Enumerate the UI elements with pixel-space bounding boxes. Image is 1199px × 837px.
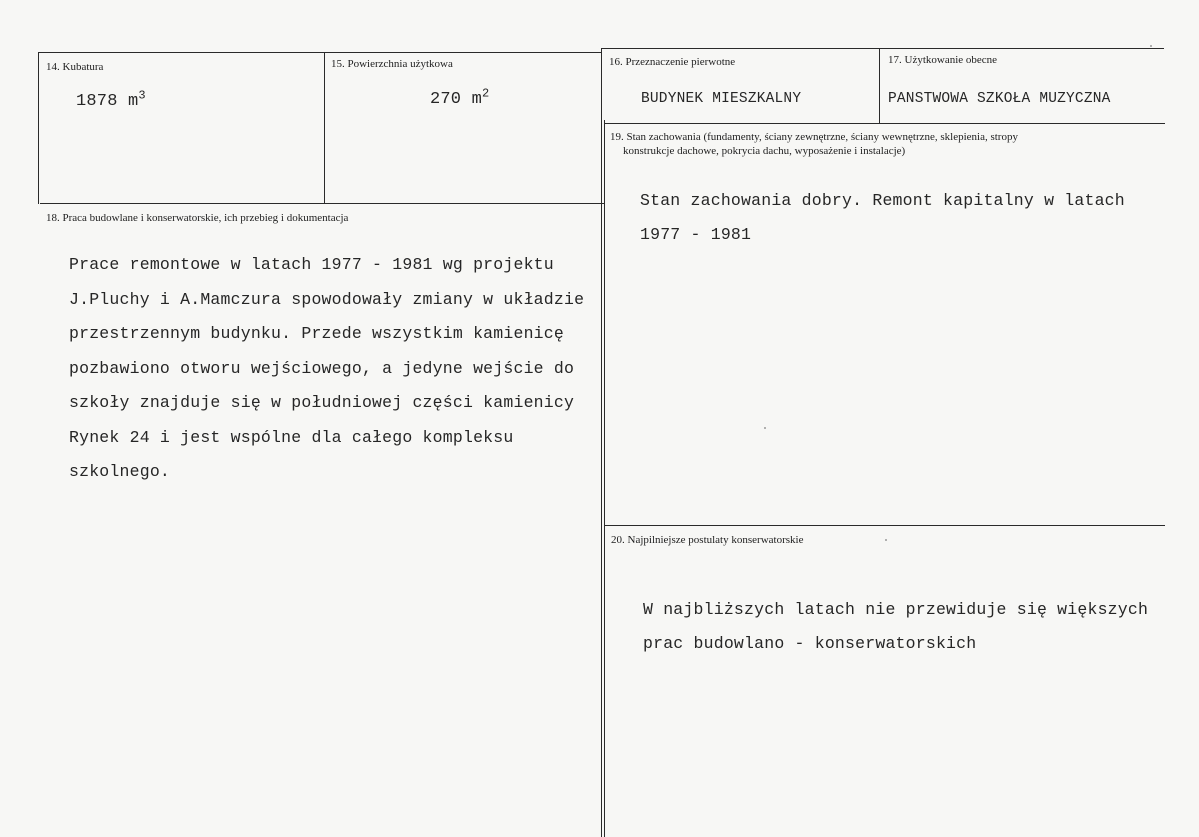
powierzchnia-number: 270 m — [430, 90, 483, 109]
scan-speck — [1150, 45, 1152, 47]
prace-label: 18. Praca budowlane i konserwatorskie, ich przebieg i dokumentacja — [46, 212, 349, 224]
postulaty-line: W najbliższych latach nie przewiduje się większych — [643, 600, 1149, 619]
stan-label-line-1: 19. Stan zachowania (fundamenty, ściany zewnętrzne, ściany wewnętrzne, sklepienia, stropy — [610, 131, 1018, 143]
rule-center-divider — [601, 48, 602, 837]
rule-left-edge — [38, 52, 39, 204]
rule-divider-16-17 — [879, 48, 880, 124]
postulaty-text — [643, 593, 1148, 661]
rule-center-divider-lower — [604, 120, 605, 837]
rule-top-left — [38, 52, 601, 53]
rule-row2-left — [40, 203, 605, 204]
scan-speck — [885, 539, 887, 541]
postulaty-line: prac budowlano - konserwatorskich — [643, 634, 977, 653]
przeznaczenie-value: BUDYNEK MIESZKALNY — [641, 91, 802, 107]
prace-line: Rynek 24 i jest wspólne dla całego kompleksu — [69, 427, 514, 447]
kubatura-exponent: 3 — [138, 88, 146, 103]
stan-text — [640, 184, 1125, 252]
uzytkowanie-label: 17. Użytkowanie obecne — [888, 54, 998, 66]
prace-line: Prace remontowe w latach 1977 - 1981 wg projektu — [69, 255, 554, 274]
powierzchnia-value — [430, 86, 490, 109]
stan-line: Stan zachowania dobry. Remont kapitalny w latach — [640, 191, 1125, 210]
kubatura-value — [76, 88, 146, 111]
prace-line: szkoły znajduje się w południowej części kamienicy — [69, 393, 575, 412]
stan-label-line-2: konstrukcje dachowe, pokrycia dachu, wyposażenie i instalacje) — [623, 145, 906, 157]
rule-top-right — [601, 48, 1164, 49]
postulaty-label: 20. Najpilniejsze postulaty konserwatorskie — [611, 534, 804, 546]
powierzchnia-exponent: 2 — [482, 86, 490, 101]
uzytkowanie-value: PANSTWOWA SZKOŁA MUZYCZNA — [888, 91, 1111, 107]
rule-row3-right — [604, 525, 1165, 526]
stan-line: 1977 - 1981 — [640, 225, 752, 244]
kubatura-label: 14. Kubatura — [46, 61, 104, 73]
kubatura-number: 1878 m — [76, 92, 139, 111]
rule-row2-right — [604, 123, 1165, 124]
prace-line: pozbawiono otworu wejściowego, a jedyne wejście do — [69, 358, 575, 378]
prace-line: szkolnego. — [69, 462, 171, 481]
rule-divider-14-15 — [324, 52, 325, 204]
scan-speck — [764, 427, 766, 429]
prace-text — [69, 248, 584, 490]
przeznaczenie-label: 16. Przeznaczenie pierwotne — [609, 56, 736, 68]
powierzchnia-label: 15. Powierzchnia użytkowa — [331, 58, 453, 70]
prace-line: przestrzennym budynku. Przede wszystkim kamienicę — [69, 324, 564, 343]
prace-line: J.Pluchy i A.Mamczura spowodowały zmiany w układzie — [69, 289, 585, 309]
